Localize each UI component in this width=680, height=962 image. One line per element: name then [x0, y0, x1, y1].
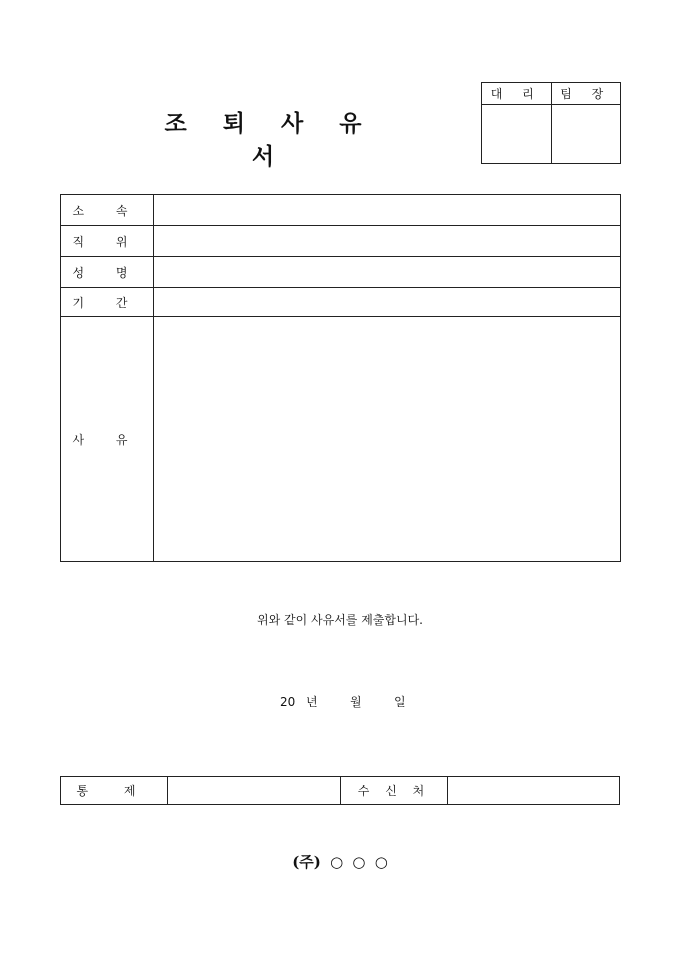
approval-header-team-leader: 팀 장: [551, 83, 621, 105]
field-recipient[interactable]: [448, 777, 620, 805]
approval-sign-team-leader[interactable]: [551, 105, 621, 164]
label-period: 기 간: [61, 288, 154, 317]
approval-box: [481, 82, 621, 164]
label-position: 직 위: [61, 226, 154, 257]
label-reason: 사 유: [61, 317, 154, 562]
info-table: [60, 194, 621, 562]
label-recipient: 수 신 처: [341, 777, 448, 805]
date-day-label: 일: [394, 695, 406, 709]
date-year-label: 년: [306, 695, 318, 709]
approval-header-deputy: 대 리: [482, 83, 552, 105]
submission-statement: 위와 같이 사유서를 제출합니다.: [257, 613, 423, 627]
field-period[interactable]: [154, 288, 621, 317]
field-control[interactable]: [168, 777, 341, 805]
field-reason[interactable]: [154, 317, 621, 562]
date-month-label: 월: [350, 695, 362, 709]
field-name[interactable]: [154, 257, 621, 288]
date-line: [280, 693, 406, 710]
field-position[interactable]: [154, 226, 621, 257]
document-title: 조 퇴 사 유 서: [164, 110, 376, 170]
label-name: 성 명: [61, 257, 154, 288]
label-control: 통 제: [61, 777, 168, 805]
company-name: (주) ○ ○ ○: [292, 853, 388, 871]
field-affiliation[interactable]: [154, 195, 621, 226]
footer-table: [60, 776, 620, 805]
date-year-prefix: 20: [280, 695, 296, 709]
approval-sign-deputy[interactable]: [482, 105, 552, 164]
label-affiliation: 소 속: [61, 195, 154, 226]
